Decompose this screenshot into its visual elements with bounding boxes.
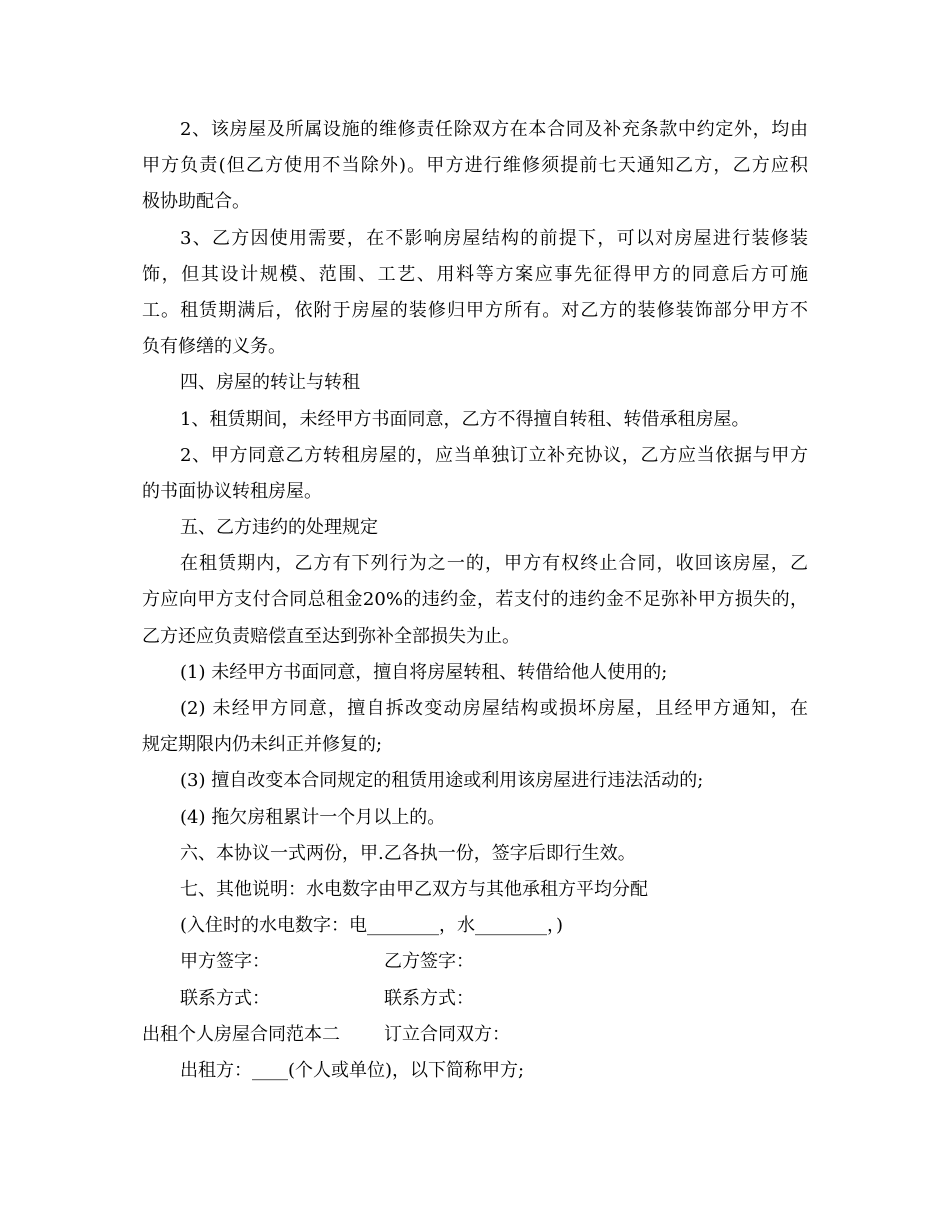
party-a-contact-label: 联系方式： [180, 987, 270, 1009]
list-item: (3) 擅自改变本合同规定的租赁用途或利用该房屋进行违法活动的; [180, 770, 704, 792]
second-contract-title: 出租个人房屋合同范本二 [142, 1023, 340, 1045]
second-contract-row [142, 1017, 808, 1053]
signature-row [142, 944, 808, 980]
document-body [142, 112, 808, 1089]
paragraph-line: 方应向甲方支付合同总租金20%的违约金，若支付的违约金不足弥补甲方损失的， [142, 589, 808, 611]
paragraph-line: 3、乙方因使用需要，在不影响房屋结构的前提下，可以对房屋进行装修装 [180, 227, 808, 249]
party-b-signature-label: 乙方签字： [384, 951, 474, 973]
list-item: (1) 未经甲方书面同意，擅自将房屋转租、转借给他人使用的; [180, 661, 668, 683]
party-b-contact-label: 联系方式： [384, 987, 474, 1009]
contact-row [142, 981, 808, 1017]
list-item-continuation: 规定期限内仍未纠正并修复的; [142, 734, 383, 756]
paragraph-line: 在租赁期内，乙方有下列行为之一的，甲方有权终止合同，收回该房屋，乙 [180, 553, 808, 575]
paragraph-line: 2、该房屋及所属设施的维修责任除双方在本合同及补充条款中约定外，均由 [180, 119, 808, 140]
lessor-line: 出租方：____(个人或单位)，以下简称甲方; [180, 1059, 525, 1081]
list-item: (4) 拖欠房租累计一个月以上的。 [180, 806, 446, 828]
paragraph-line: 工。租赁期满后，依附于房屋的装修归甲方所有。对乙方的装修装饰部分甲方不 [142, 299, 808, 321]
paragraph-line: 饰，但其设计规模、范围、工艺、用料等方案应事先征得甲方的同意后方可施 [142, 263, 808, 285]
paragraph-line: 甲方负责(但乙方使用不当除外)。甲方进行维修须提前七天通知乙方，乙方应积 [142, 155, 808, 177]
list-item: (2) 未经甲方同意，擅自拆改变动房屋结构或损坏房屋，且经甲方通知，在 [180, 698, 808, 719]
section-heading: 七、其他说明：水电数字由甲乙双方与其他承租方平均分配 [180, 878, 648, 900]
paragraph-line: 乙方还应负责赔偿直至达到弥补全部损失为止。 [142, 625, 520, 647]
paragraph-line: (入住时的水电数字：电________，水________，) [180, 915, 564, 937]
paragraph-line: 极协助配合。 [142, 191, 250, 213]
paragraph-line: 的书面协议转租房屋。 [142, 480, 322, 502]
paragraph-line: 1、租赁期间，未经甲方书面同意，乙方不得擅自转租、转借承租房屋。 [180, 408, 750, 430]
contract-parties-label: 订立合同双方： [384, 1023, 510, 1045]
section-heading: 五、乙方违约的处理规定 [180, 517, 378, 539]
paragraph-line: 负有修缮的义务。 [142, 336, 286, 358]
section-heading: 六、本协议一式两份，甲.乙各执一份，签字后即行生效。 [180, 842, 636, 864]
paragraph-line: 2、甲方同意乙方转租房屋的，应当单独订立补充协议，乙方应当依据与甲方 [180, 444, 808, 466]
party-a-signature-label: 甲方签字： [180, 951, 270, 973]
section-heading: 四、房屋的转让与转租 [180, 372, 360, 394]
